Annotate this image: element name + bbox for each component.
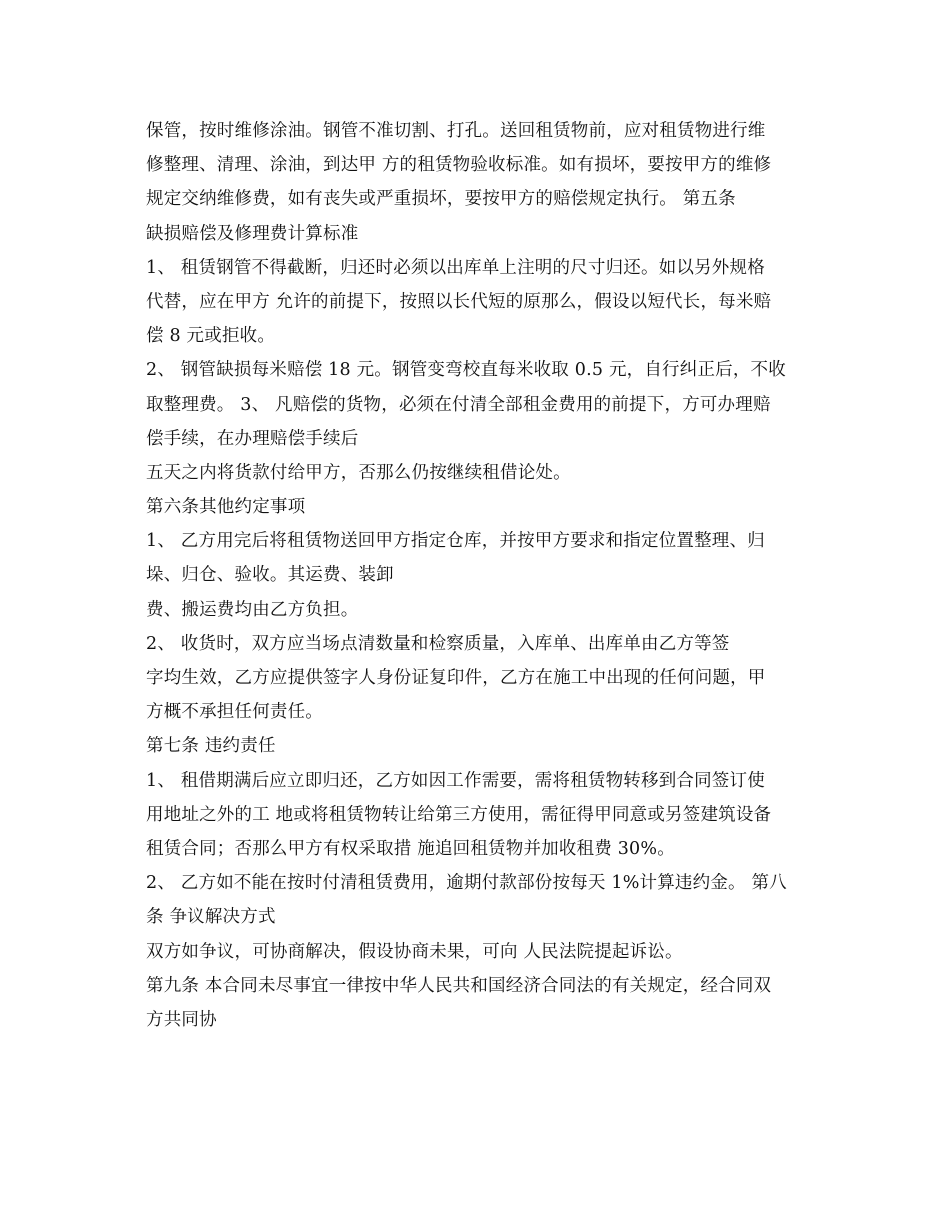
text-line: 取整理费。 3、 凡赔偿的货物，必须在付清全部租金费用的前提下，方可办理赔 — [146, 394, 771, 415]
text-line: 字均生效，乙方应提供签字人身份证复印件，乙方在施工中出现的任何问题，甲 — [146, 668, 766, 688]
text-line: 五天之内将货款付给甲方，否那么仍按继续租借论处。 — [146, 462, 571, 483]
text-line: 代替，应在甲方 允许的前提下，按照以长代短的原那么，假设以短代长，每米赔 — [146, 291, 772, 312]
section-heading-line: 第六条其他约定事项 — [146, 497, 306, 518]
text-line: 垛、归仓、验收。其运费、装卸 — [146, 565, 394, 586]
text-line: 偿手续，在办理赔偿手续后 — [146, 428, 359, 449]
text-line: 规定交纳维修费，如有丧失或严重损坏，要按甲方的赔偿规定执行。 第五条 — [146, 189, 736, 210]
text-line: 保管，按时维修涂油。钢管不准切割、打孔。送回租赁物前，应对租赁物进行维 — [146, 121, 766, 141]
text-line: 方概不承担任何责任。 — [146, 702, 323, 723]
text-line: 偿 8 元或拒收。 — [146, 326, 276, 347]
text-line: 1、 租借期满后应立即归还，乙方如因工作需要，需将租赁物转移到合同签订使 — [146, 770, 765, 791]
section-heading-line: 缺损赔偿及修理费计算标准 — [146, 223, 359, 244]
text-line: 1、 租赁钢管不得截断，归还时必须以出库单上注明的尺寸归还。如以另外规格 — [146, 257, 765, 278]
section-heading-line: 第七条 违约责任 — [146, 736, 276, 757]
text-line: 费、搬运费均由乙方负担。 — [146, 599, 359, 620]
section-heading-line: 条 争议解决方式 — [146, 907, 276, 928]
text-line: 2、 收货时，双方应当场点清数量和检察质量，入库单、出库单由乙方等签 — [146, 633, 730, 654]
text-line: 第九条 本合同未尽事宜一律按中华人民共和国经济合同法的有关规定，经合同双 — [146, 975, 772, 996]
contract-text-body — [146, 114, 810, 1037]
text-line: 租赁合同；否那么甲方有权采取措 施追回租赁物并加收租费 30%。 — [146, 838, 675, 859]
text-line: 用地址之外的工 地或将租赁物转让给第三方使用，需征得甲同意或另签建筑设备 — [146, 804, 772, 825]
text-line: 修整理、清理、涂油，到达甲 方的租赁物验收标准。如有损坏，要按甲方的维修 — [146, 155, 772, 176]
text-line: 方共同协 — [146, 1009, 217, 1030]
text-line: 双方如争议，可协商解决，假设协商未果，可向 人民法院提起诉讼。 — [146, 941, 683, 962]
text-line: 1、 乙方用完后将租赁物送回甲方指定仓库，并按甲方要求和指定位置整理、归 — [146, 531, 765, 552]
text-line: 2、 乙方如不能在按时付清租赁费用，逾期付款部份按每天 1%计算违约金。 第八 — [146, 873, 787, 894]
text-line: 2、 钢管缺损每米赔偿 18 元。钢管变弯校直每米收取 0.5 元，自行纠正后，不收 — [146, 360, 786, 381]
